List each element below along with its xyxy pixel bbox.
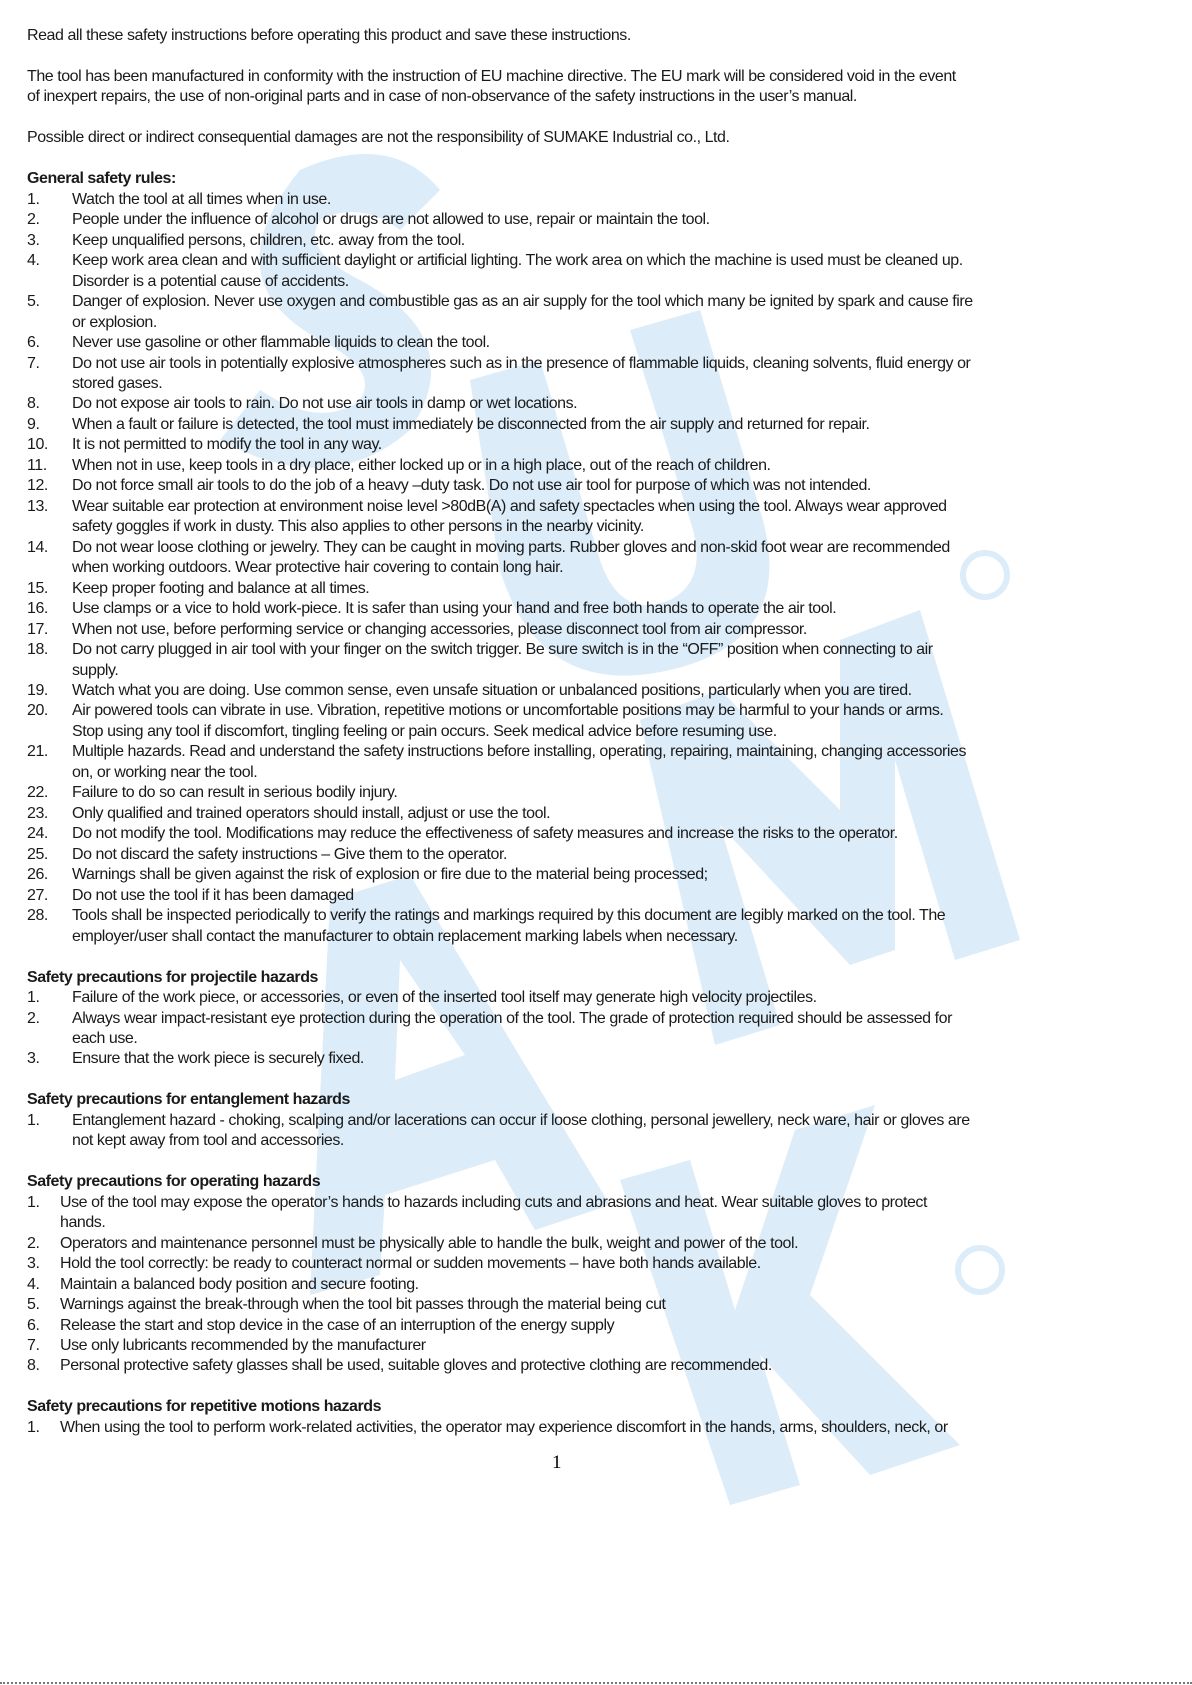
list-item-number: 17. <box>27 620 48 638</box>
list-item-text: Danger of explosion. Never use oxygen and combustible gas as an air supply for the tool which many be ignited by spark and cause fire <box>72 293 973 311</box>
list-item-line <box>0 742 1192 762</box>
list-item-text: Never use gasoline or other flammable liquids to clean the tool. <box>72 334 490 352</box>
list-item-indent <box>0 1213 60 1233</box>
intro-paragraph-line: Possible direct or indirect consequential damages are not the responsibility of SUMAKE Industrial co., Ltd. <box>27 129 730 147</box>
list-item-text: Do not use air tools in potentially explosive atmospheres such as in the presence of flammable liquids, cleaning solvents, fluid energy or <box>72 354 971 372</box>
list-item-number: 19. <box>27 682 48 699</box>
list-item-text: Warnings against the break-through when the tool bit passes through the material being cut <box>60 1296 666 1314</box>
list-item-indent <box>0 763 72 783</box>
list-item-line <box>0 1131 1192 1151</box>
list-item-number: 1. <box>27 1193 40 1211</box>
list-item-text: Watch what you are doing. Use common sense, even unsafe situation or unbalanced positions, particularly when you are tired. <box>72 682 912 699</box>
list-item-line <box>0 701 1192 721</box>
list-item-line <box>0 1356 1192 1376</box>
list-item-line <box>0 599 1192 619</box>
list-item-line <box>0 865 1192 885</box>
list-item-text: Keep work area clean and with sufficient daylight or artificial lighting. The work area on which the machine is used must be cleaned up. <box>72 252 963 270</box>
list-item-line <box>0 313 1192 333</box>
list-item-line <box>0 1049 1192 1069</box>
list-item-text: Use clamps or a vice to hold work-piece. It is safer than using your hand and free both hands to operate the air tool. <box>72 600 837 618</box>
intro-paragraph-line: of inexpert repairs, the use of non-original parts and in case of non-observance of the safety instructions in the user’s manual. <box>27 88 857 106</box>
list-item-text: Hold the tool correctly: be ready to counteract normal or sudden movements – have both hands available. <box>60 1255 761 1273</box>
list-item-text: Air powered tools can vibrate in use. Vibration, repetitive motions or uncomfortable positions may be harmful to your hands or arms. <box>72 702 944 720</box>
intro-paragraph-line: The tool has been manufactured in conformity with the instruction of EU machine directive. The EU mark will be considered void in the event <box>27 67 956 85</box>
blank-line <box>0 108 1192 128</box>
list-item-text: when working outdoors. Wear protective hair covering to contain long hair. <box>72 559 564 577</box>
section-heading: Safety precautions for projectile hazards <box>27 968 318 986</box>
list-item-text: hands. <box>60 1214 106 1232</box>
list-item-number: 5. <box>27 293 40 311</box>
list-item-text: When not in use, keep tools in a dry place, either locked up or in a high place, out of the reach of children. <box>72 456 771 474</box>
list-item-text: Disorder is a potential cause of accidents. <box>72 272 349 290</box>
list-item-text: Do not force small air tools to do the job of a heavy –duty task. Do not use air tool for purpose of which was not intended. <box>72 477 871 495</box>
list-item-text: Maintain a balanced body position and secure footing. <box>60 1275 419 1293</box>
list-item-number: 6. <box>27 1316 40 1334</box>
list-item-text: It is not permitted to modify the tool in any way. <box>72 436 382 454</box>
list-item-number: 22. <box>27 784 48 802</box>
list-item-line <box>0 1009 1192 1029</box>
list-item-line <box>0 804 1192 824</box>
list-item-number: 1. <box>27 1111 40 1129</box>
list-item-line <box>0 251 1192 271</box>
list-item-line <box>0 1193 1192 1213</box>
list-item-text: or explosion. <box>72 313 157 331</box>
list-item-line <box>0 190 1192 210</box>
list-item-text: Do not use the tool if it has been damaged <box>72 886 354 904</box>
list-item-number: 1. <box>27 190 40 208</box>
list-item-line <box>0 620 1192 640</box>
list-item-line <box>0 517 1192 537</box>
list-item-number: 12. <box>27 477 48 495</box>
blank-line <box>0 46 1192 66</box>
list-item-text: Ensure that the work piece is securely fixed. <box>72 1050 364 1068</box>
list-item-line <box>0 1029 1192 1049</box>
blank-line <box>0 149 1192 169</box>
list-item-indent <box>0 313 72 333</box>
list-item-number: 18. <box>27 641 48 659</box>
list-item-number: 14. <box>27 538 48 556</box>
list-item-text: Failure of the work piece, or accessories, or even of the inserted tool itself may generate high velocity projectiles. <box>72 989 817 1007</box>
list-item-indent <box>0 517 72 537</box>
list-item-text: Use only lubricants recommended by the manufacturer <box>60 1337 426 1354</box>
list-item-number: 6. <box>27 334 40 352</box>
list-item-line <box>0 1316 1192 1336</box>
list-item-indent <box>0 374 72 394</box>
blank-line <box>0 1377 1192 1397</box>
list-item-line <box>0 988 1192 1008</box>
list-item-text: Warnings shall be given against the risk of explosion or fire due to the material being processed; <box>72 866 708 884</box>
list-item-line <box>0 661 1192 681</box>
list-item-text: Failure to do so can result in serious bodily injury. <box>72 784 398 802</box>
list-item-number: 25. <box>27 845 48 863</box>
list-item-line <box>0 722 1192 742</box>
list-item-line <box>0 333 1192 353</box>
list-item-line <box>0 1254 1192 1274</box>
list-item-text: Multiple hazards. Read and understand the safety instructions before installing, operating, repairing, maintaining, changing accessories <box>72 743 967 761</box>
list-item-number: 4. <box>27 1275 40 1293</box>
list-item-text: Do not wear loose clothing or jewelry. They can be caught in moving parts. Rubber gloves and non-skid foot wear are recommended <box>72 538 950 556</box>
list-item-text: Release the start and stop device in the case of an interruption of the energy supply <box>60 1316 615 1334</box>
list-item-indent <box>0 722 72 742</box>
list-item-line <box>0 824 1192 844</box>
list-item-text: Watch the tool at all times when in use. <box>72 190 331 208</box>
list-item-number: 13. <box>27 497 48 515</box>
list-item-number: 3. <box>27 1050 40 1068</box>
list-item-number: 27. <box>27 886 48 904</box>
list-item-number: 3. <box>27 1255 40 1273</box>
list-item-line <box>0 415 1192 435</box>
list-item-number: 7. <box>27 354 40 372</box>
list-item-line <box>0 456 1192 476</box>
list-item-number: 20. <box>27 702 48 720</box>
list-item-line <box>0 435 1192 455</box>
list-item-number: 16. <box>27 600 48 618</box>
list-item-line <box>0 231 1192 251</box>
list-item-text: supply. <box>72 661 119 679</box>
list-item-line <box>0 210 1192 230</box>
list-item-number: 2. <box>27 211 40 229</box>
list-item-text: Entanglement hazard - choking, scalping and/or lacerations can occur if loose clothing, personal jewellery, neck ware, hair or gloves are <box>72 1111 970 1129</box>
list-item-line <box>0 1234 1192 1254</box>
list-item-line <box>0 374 1192 394</box>
list-item-indent <box>0 1131 72 1151</box>
list-item-text: employer/user shall contact the manufacturer to obtain replacement marking labels when necessary. <box>72 927 738 945</box>
list-item-number: 8. <box>27 395 40 413</box>
list-item-text: Always wear impact-resistant eye protection during the operation of the tool. The grade of protection required should be assessed for <box>72 1009 952 1027</box>
blank-line <box>0 947 1192 967</box>
list-item-line <box>0 783 1192 803</box>
list-item-indent <box>0 1029 72 1049</box>
list-item-indent <box>0 661 72 681</box>
list-item-text: When a fault or failure is detected, the tool must immediately be disconnected from the air supply and returned for repair. <box>72 415 870 433</box>
list-item-line <box>0 681 1192 701</box>
list-item-number: 26. <box>27 866 48 884</box>
list-item-line <box>0 354 1192 374</box>
list-item-line <box>0 1336 1192 1356</box>
list-item-line <box>0 927 1192 947</box>
list-item-line <box>0 292 1192 312</box>
list-item-number: 15. <box>27 579 48 597</box>
list-item-line <box>0 906 1192 926</box>
list-item-text: Only qualified and trained operators should install, adjust or use the tool. <box>72 804 551 822</box>
intro-paragraph-line: Read all these safety instructions before operating this product and save these instructions. <box>27 27 631 44</box>
list-item-line <box>0 394 1192 414</box>
list-item-number: 2. <box>27 1009 40 1027</box>
list-item-number: 7. <box>27 1337 40 1354</box>
list-item-line <box>0 558 1192 578</box>
page-bottom-rule <box>0 1682 1192 1684</box>
section-heading: Safety precautions for entanglement hazards <box>27 1091 350 1109</box>
list-item-text: Operators and maintenance personnel must be physically able to handle the bulk, weight and power of the tool. <box>60 1234 799 1252</box>
list-item-line <box>0 476 1192 496</box>
list-item-line <box>0 1418 1192 1438</box>
list-item-line <box>0 886 1192 906</box>
list-item-number: 1. <box>27 989 40 1007</box>
list-item-text: When using the tool to perform work-related activities, the operator may experience discomfort in the hands, arms, shoulders, neck, or <box>60 1418 948 1436</box>
blank-line <box>0 1070 1192 1090</box>
list-item-text: Do not modify the tool. Modifications may reduce the effectiveness of safety measures and increase the risks to the operator. <box>72 825 898 843</box>
list-item-text: Tools shall be inspected periodically to verify the ratings and markings required by this document are legibly marked on the tool. The <box>72 907 946 925</box>
section-heading: General safety rules: <box>27 170 176 188</box>
list-item-text: not kept away from tool and accessories. <box>72 1132 344 1150</box>
list-item-line <box>0 845 1192 865</box>
list-item-number: 28. <box>27 907 48 925</box>
list-item-text: Wear suitable ear protection at environment noise level >80dB(A) and safety spectacles when using the tool. Always wear approved <box>72 497 947 515</box>
list-item-text: Keep unqualified persons, children, etc. away from the tool. <box>72 231 465 249</box>
list-item-line <box>0 1111 1192 1131</box>
list-item-text: safety goggles if work in dusty. This also applies to other persons in the nearby vicinity. <box>72 518 644 536</box>
list-item-number: 9. <box>27 415 40 433</box>
list-item-number: 11. <box>27 456 47 474</box>
list-item-line <box>0 538 1192 558</box>
list-item-line <box>0 579 1192 599</box>
list-item-number: 23. <box>27 804 48 822</box>
list-item-number: 10. <box>27 436 48 454</box>
list-item-text: on, or working near the tool. <box>72 763 258 781</box>
list-item-indent <box>0 927 72 947</box>
list-item-text: Keep proper footing and balance at all times. <box>72 579 370 597</box>
section-heading: Safety precautions for repetitive motions hazards <box>27 1398 382 1416</box>
list-item-text: Use of the tool may expose the operator’s hands to hazards including cuts and abrasions and heat. Wear suitable gloves to protect <box>60 1193 927 1211</box>
list-item-number: 1. <box>27 1418 40 1436</box>
list-item-indent <box>0 272 72 292</box>
list-item-number: 3. <box>27 231 40 249</box>
list-item-number: 2. <box>27 1234 40 1252</box>
list-item-line <box>0 1275 1192 1295</box>
list-item-line <box>0 640 1192 660</box>
list-item-number: 5. <box>27 1296 40 1314</box>
list-item-indent <box>0 558 72 578</box>
list-item-number: 21. <box>27 743 48 761</box>
list-item-line <box>0 272 1192 292</box>
page-number: 1 <box>552 1452 562 1473</box>
list-item-text: stored gases. <box>72 374 163 392</box>
list-item-line <box>0 1295 1192 1315</box>
list-item-text: Personal protective safety glasses shall be used, suitable gloves and protective clothing are recommended. <box>60 1357 772 1375</box>
list-item-text: Stop using any tool if discomfort, tingling feeling or pain occurs. Seek medical advice before resuming use. <box>72 722 777 740</box>
list-item-number: 24. <box>27 825 48 843</box>
list-item-text: People under the influence of alcohol or drugs are not allowed to use, repair or maintain the tool. <box>72 211 710 229</box>
list-item-text: Do not discard the safety instructions – Give them to the operator. <box>72 845 507 863</box>
list-item-text: Do not carry plugged in air tool with your finger on the switch trigger. Be sure switch is in the “OFF” position when connecting to air <box>72 641 933 659</box>
list-item-line <box>0 763 1192 783</box>
blank-line <box>0 1152 1192 1172</box>
list-item-number: 4. <box>27 252 40 270</box>
list-item-text: Do not expose air tools to rain. Do not use air tools in damp or wet locations. <box>72 395 578 413</box>
list-item-number: 8. <box>27 1357 40 1375</box>
list-item-line <box>0 1213 1192 1233</box>
list-item-line <box>0 497 1192 517</box>
section-heading: Safety precautions for operating hazards <box>27 1173 321 1191</box>
list-item-text: each use. <box>72 1029 138 1047</box>
list-item-text: When not use, before performing service or changing accessories, please disconnect tool from air compressor. <box>72 620 807 638</box>
